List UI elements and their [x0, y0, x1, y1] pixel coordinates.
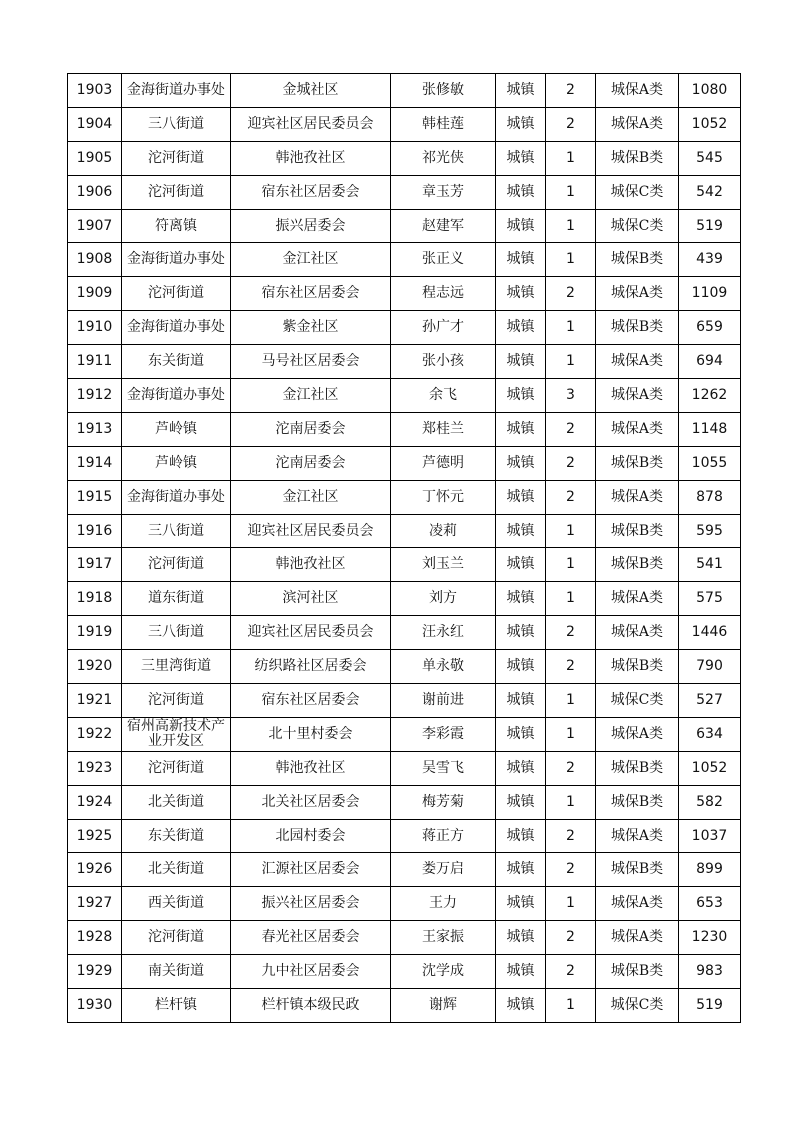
- record-number-cell: 1916: [68, 514, 122, 548]
- street-office-cell: 芦岭镇: [122, 412, 231, 446]
- assistance-roster-table: [67, 73, 741, 1023]
- recipient-name-cell: 谢辉: [391, 989, 496, 1023]
- aid-amount-cell: 1080: [679, 74, 741, 108]
- household-type-cell: 城镇: [496, 717, 546, 751]
- recipient-name-cell: 王力: [391, 887, 496, 921]
- aid-amount-cell: 1148: [679, 412, 741, 446]
- household-type-cell: 城镇: [496, 345, 546, 379]
- aid-amount-cell: 653: [679, 887, 741, 921]
- community-cell: 滨河社区: [231, 582, 391, 616]
- table-row: [68, 412, 741, 446]
- community-cell: 迎宾社区居民委员会: [231, 616, 391, 650]
- community-cell: 纺织路社区居委会: [231, 650, 391, 684]
- recipient-name-cell: 娄万启: [391, 853, 496, 887]
- household-type-cell: 城镇: [496, 819, 546, 853]
- record-number-cell: 1930: [68, 989, 122, 1023]
- recipient-name-cell: 余飞: [391, 379, 496, 413]
- community-cell: 栏杆镇本级民政: [231, 989, 391, 1023]
- record-number-cell: 1906: [68, 175, 122, 209]
- aid-amount-cell: 545: [679, 141, 741, 175]
- table-row: [68, 379, 741, 413]
- table-row: [68, 107, 741, 141]
- aid-category-cell: 城保A类: [596, 412, 679, 446]
- record-number-cell: 1910: [68, 311, 122, 345]
- recipient-name-cell: 梅芳菊: [391, 785, 496, 819]
- household-type-cell: 城镇: [496, 243, 546, 277]
- community-cell: 金江社区: [231, 243, 391, 277]
- table-row: [68, 955, 741, 989]
- member-count-cell: 2: [546, 819, 596, 853]
- member-count-cell: 2: [546, 853, 596, 887]
- aid-amount-cell: 1037: [679, 819, 741, 853]
- recipient-name-cell: 张正义: [391, 243, 496, 277]
- aid-amount-cell: 541: [679, 548, 741, 582]
- aid-category-cell: 城保A类: [596, 107, 679, 141]
- member-count-cell: 1: [546, 684, 596, 718]
- record-number-cell: 1908: [68, 243, 122, 277]
- member-count-cell: 1: [546, 887, 596, 921]
- table-row: [68, 175, 741, 209]
- aid-amount-cell: 519: [679, 989, 741, 1023]
- aid-amount-cell: 1109: [679, 277, 741, 311]
- member-count-cell: 2: [546, 480, 596, 514]
- street-office-cell: 三八街道: [122, 514, 231, 548]
- aid-amount-cell: 595: [679, 514, 741, 548]
- recipient-name-cell: 王家振: [391, 921, 496, 955]
- community-cell: 宿东社区居委会: [231, 684, 391, 718]
- street-office-cell: 三里湾街道: [122, 650, 231, 684]
- aid-amount-cell: 582: [679, 785, 741, 819]
- street-office-cell: 沱河街道: [122, 921, 231, 955]
- member-count-cell: 1: [546, 209, 596, 243]
- community-cell: 北关社区居委会: [231, 785, 391, 819]
- table-row: [68, 582, 741, 616]
- community-cell: 金江社区: [231, 379, 391, 413]
- table-row: [68, 480, 741, 514]
- aid-amount-cell: 527: [679, 684, 741, 718]
- aid-amount-cell: 1230: [679, 921, 741, 955]
- aid-amount-cell: 519: [679, 209, 741, 243]
- street-office-cell: 三八街道: [122, 107, 231, 141]
- table-row: [68, 921, 741, 955]
- record-number-cell: 1928: [68, 921, 122, 955]
- recipient-name-cell: 吴雪飞: [391, 751, 496, 785]
- member-count-cell: 1: [546, 175, 596, 209]
- aid-category-cell: 城保B类: [596, 650, 679, 684]
- community-cell: 金江社区: [231, 480, 391, 514]
- recipient-name-cell: 芦德明: [391, 446, 496, 480]
- record-number-cell: 1914: [68, 446, 122, 480]
- table-row: [68, 311, 741, 345]
- recipient-name-cell: 赵建军: [391, 209, 496, 243]
- aid-category-cell: 城保A类: [596, 819, 679, 853]
- community-cell: 韩池孜社区: [231, 751, 391, 785]
- street-office-cell: 金海街道办事处: [122, 480, 231, 514]
- street-office-cell: 宿州高新技术产业开发区: [122, 717, 231, 751]
- aid-amount-cell: 439: [679, 243, 741, 277]
- street-office-cell: 沱河街道: [122, 141, 231, 175]
- aid-amount-cell: 899: [679, 853, 741, 887]
- table-row: [68, 277, 741, 311]
- street-office-cell: 西关街道: [122, 887, 231, 921]
- aid-amount-cell: 983: [679, 955, 741, 989]
- street-office-cell: 东关街道: [122, 819, 231, 853]
- recipient-name-cell: 谢前进: [391, 684, 496, 718]
- aid-amount-cell: 790: [679, 650, 741, 684]
- record-number-cell: 1909: [68, 277, 122, 311]
- table-row: [68, 684, 741, 718]
- member-count-cell: 1: [546, 548, 596, 582]
- member-count-cell: 1: [546, 717, 596, 751]
- aid-category-cell: 城保C类: [596, 989, 679, 1023]
- member-count-cell: 2: [546, 446, 596, 480]
- recipient-name-cell: 韩桂莲: [391, 107, 496, 141]
- community-cell: 北十里村委会: [231, 717, 391, 751]
- household-type-cell: 城镇: [496, 480, 546, 514]
- record-number-cell: 1929: [68, 955, 122, 989]
- aid-category-cell: 城保C类: [596, 209, 679, 243]
- community-cell: 振兴居委会: [231, 209, 391, 243]
- household-type-cell: 城镇: [496, 74, 546, 108]
- community-cell: 迎宾社区居民委员会: [231, 107, 391, 141]
- record-number-cell: 1921: [68, 684, 122, 718]
- community-cell: 韩池孜社区: [231, 141, 391, 175]
- table-row: [68, 717, 741, 751]
- aid-amount-cell: 1052: [679, 751, 741, 785]
- table-row: [68, 887, 741, 921]
- community-cell: 北园村委会: [231, 819, 391, 853]
- household-type-cell: 城镇: [496, 684, 546, 718]
- community-cell: 沱南居委会: [231, 412, 391, 446]
- aid-amount-cell: 1262: [679, 379, 741, 413]
- record-number-cell: 1904: [68, 107, 122, 141]
- record-number-cell: 1918: [68, 582, 122, 616]
- member-count-cell: 2: [546, 412, 596, 446]
- community-cell: 宿东社区居委会: [231, 175, 391, 209]
- street-office-cell: 三八街道: [122, 616, 231, 650]
- household-type-cell: 城镇: [496, 548, 546, 582]
- record-number-cell: 1907: [68, 209, 122, 243]
- household-type-cell: 城镇: [496, 209, 546, 243]
- recipient-name-cell: 郑桂兰: [391, 412, 496, 446]
- table-row: [68, 74, 741, 108]
- table-row: [68, 989, 741, 1023]
- aid-category-cell: 城保C类: [596, 684, 679, 718]
- member-count-cell: 1: [546, 785, 596, 819]
- recipient-name-cell: 张小孩: [391, 345, 496, 379]
- community-cell: 马号社区居委会: [231, 345, 391, 379]
- household-type-cell: 城镇: [496, 650, 546, 684]
- member-count-cell: 2: [546, 650, 596, 684]
- record-number-cell: 1924: [68, 785, 122, 819]
- aid-category-cell: 城保B类: [596, 446, 679, 480]
- street-office-cell: 沱河街道: [122, 277, 231, 311]
- aid-category-cell: 城保A类: [596, 379, 679, 413]
- aid-category-cell: 城保B类: [596, 785, 679, 819]
- street-office-cell: 沱河街道: [122, 175, 231, 209]
- aid-category-cell: 城保A类: [596, 887, 679, 921]
- street-office-cell: 北关街道: [122, 853, 231, 887]
- record-number-cell: 1913: [68, 412, 122, 446]
- aid-category-cell: 城保B类: [596, 311, 679, 345]
- recipient-name-cell: 张修敏: [391, 74, 496, 108]
- recipient-name-cell: 孙广才: [391, 311, 496, 345]
- household-type-cell: 城镇: [496, 446, 546, 480]
- member-count-cell: 2: [546, 751, 596, 785]
- household-type-cell: 城镇: [496, 751, 546, 785]
- member-count-cell: 1: [546, 582, 596, 616]
- member-count-cell: 1: [546, 514, 596, 548]
- aid-category-cell: 城保B类: [596, 243, 679, 277]
- record-number-cell: 1926: [68, 853, 122, 887]
- household-type-cell: 城镇: [496, 921, 546, 955]
- member-count-cell: 1: [546, 345, 596, 379]
- community-cell: 紫金社区: [231, 311, 391, 345]
- aid-category-cell: 城保B类: [596, 548, 679, 582]
- household-type-cell: 城镇: [496, 141, 546, 175]
- aid-amount-cell: 634: [679, 717, 741, 751]
- household-type-cell: 城镇: [496, 379, 546, 413]
- street-office-cell: 沱河街道: [122, 548, 231, 582]
- record-number-cell: 1917: [68, 548, 122, 582]
- community-cell: 九中社区居委会: [231, 955, 391, 989]
- aid-amount-cell: 694: [679, 345, 741, 379]
- table-row: [68, 785, 741, 819]
- record-number-cell: 1915: [68, 480, 122, 514]
- street-office-cell: 芦岭镇: [122, 446, 231, 480]
- table-row: [68, 514, 741, 548]
- aid-category-cell: 城保B类: [596, 853, 679, 887]
- street-office-cell: 金海街道办事处: [122, 74, 231, 108]
- member-count-cell: 2: [546, 616, 596, 650]
- record-number-cell: 1903: [68, 74, 122, 108]
- aid-category-cell: 城保B类: [596, 514, 679, 548]
- member-count-cell: 1: [546, 243, 596, 277]
- table-row: [68, 853, 741, 887]
- member-count-cell: 1: [546, 141, 596, 175]
- household-type-cell: 城镇: [496, 311, 546, 345]
- street-office-cell: 沱河街道: [122, 751, 231, 785]
- member-count-cell: 1: [546, 311, 596, 345]
- community-cell: 汇源社区居委会: [231, 853, 391, 887]
- aid-category-cell: 城保A类: [596, 480, 679, 514]
- aid-amount-cell: 542: [679, 175, 741, 209]
- aid-category-cell: 城保A类: [596, 921, 679, 955]
- aid-category-cell: 城保A类: [596, 582, 679, 616]
- community-cell: 韩池孜社区: [231, 548, 391, 582]
- street-office-cell: 南关街道: [122, 955, 231, 989]
- table-row: [68, 819, 741, 853]
- record-number-cell: 1905: [68, 141, 122, 175]
- member-count-cell: 1: [546, 989, 596, 1023]
- aid-amount-cell: 1052: [679, 107, 741, 141]
- table-row: [68, 345, 741, 379]
- aid-category-cell: 城保A类: [596, 345, 679, 379]
- record-number-cell: 1927: [68, 887, 122, 921]
- recipient-name-cell: 凌莉: [391, 514, 496, 548]
- household-type-cell: 城镇: [496, 853, 546, 887]
- record-number-cell: 1923: [68, 751, 122, 785]
- table-row: [68, 243, 741, 277]
- household-type-cell: 城镇: [496, 582, 546, 616]
- aid-amount-cell: 878: [679, 480, 741, 514]
- recipient-name-cell: 沈学成: [391, 955, 496, 989]
- street-office-cell: 金海街道办事处: [122, 379, 231, 413]
- household-type-cell: 城镇: [496, 514, 546, 548]
- aid-amount-cell: 1055: [679, 446, 741, 480]
- aid-category-cell: 城保B类: [596, 751, 679, 785]
- recipient-name-cell: 祁光侠: [391, 141, 496, 175]
- aid-amount-cell: 659: [679, 311, 741, 345]
- community-cell: 春光社区居委会: [231, 921, 391, 955]
- aid-category-cell: 城保A类: [596, 616, 679, 650]
- aid-amount-cell: 575: [679, 582, 741, 616]
- community-cell: 宿东社区居委会: [231, 277, 391, 311]
- recipient-name-cell: 汪永红: [391, 616, 496, 650]
- aid-category-cell: 城保B类: [596, 141, 679, 175]
- household-type-cell: 城镇: [496, 887, 546, 921]
- member-count-cell: 3: [546, 379, 596, 413]
- street-office-cell: 北关街道: [122, 785, 231, 819]
- community-cell: 沱南居委会: [231, 446, 391, 480]
- street-office-cell: 金海街道办事处: [122, 311, 231, 345]
- table-row: [68, 751, 741, 785]
- recipient-name-cell: 刘方: [391, 582, 496, 616]
- community-cell: 振兴社区居委会: [231, 887, 391, 921]
- street-office-cell: 道东街道: [122, 582, 231, 616]
- aid-category-cell: 城保A类: [596, 277, 679, 311]
- member-count-cell: 2: [546, 277, 596, 311]
- aid-category-cell: 城保B类: [596, 955, 679, 989]
- record-number-cell: 1925: [68, 819, 122, 853]
- household-type-cell: 城镇: [496, 616, 546, 650]
- street-office-cell: 沱河街道: [122, 684, 231, 718]
- household-type-cell: 城镇: [496, 989, 546, 1023]
- table-row: [68, 209, 741, 243]
- member-count-cell: 2: [546, 955, 596, 989]
- street-office-cell: 栏杆镇: [122, 989, 231, 1023]
- table-row: [68, 141, 741, 175]
- recipient-name-cell: 单永敬: [391, 650, 496, 684]
- member-count-cell: 2: [546, 74, 596, 108]
- street-office-cell: 金海街道办事处: [122, 243, 231, 277]
- recipient-name-cell: 刘玉兰: [391, 548, 496, 582]
- household-type-cell: 城镇: [496, 955, 546, 989]
- table-row: [68, 650, 741, 684]
- table-body: [68, 74, 741, 1023]
- household-type-cell: 城镇: [496, 785, 546, 819]
- street-office-cell: 符离镇: [122, 209, 231, 243]
- community-cell: 金城社区: [231, 74, 391, 108]
- aid-category-cell: 城保A类: [596, 717, 679, 751]
- aid-category-cell: 城保C类: [596, 175, 679, 209]
- household-type-cell: 城镇: [496, 412, 546, 446]
- record-number-cell: 1920: [68, 650, 122, 684]
- member-count-cell: 2: [546, 107, 596, 141]
- member-count-cell: 2: [546, 921, 596, 955]
- table-row: [68, 548, 741, 582]
- recipient-name-cell: 李彩霞: [391, 717, 496, 751]
- aid-category-cell: 城保A类: [596, 74, 679, 108]
- record-number-cell: 1911: [68, 345, 122, 379]
- recipient-name-cell: 程志远: [391, 277, 496, 311]
- household-type-cell: 城镇: [496, 277, 546, 311]
- record-number-cell: 1912: [68, 379, 122, 413]
- record-number-cell: 1922: [68, 717, 122, 751]
- household-type-cell: 城镇: [496, 175, 546, 209]
- recipient-name-cell: 丁怀元: [391, 480, 496, 514]
- record-number-cell: 1919: [68, 616, 122, 650]
- aid-amount-cell: 1446: [679, 616, 741, 650]
- street-office-cell: 东关街道: [122, 345, 231, 379]
- recipient-name-cell: 蒋正方: [391, 819, 496, 853]
- household-type-cell: 城镇: [496, 107, 546, 141]
- table-row: [68, 616, 741, 650]
- recipient-name-cell: 章玉芳: [391, 175, 496, 209]
- table-row: [68, 446, 741, 480]
- community-cell: 迎宾社区居民委员会: [231, 514, 391, 548]
